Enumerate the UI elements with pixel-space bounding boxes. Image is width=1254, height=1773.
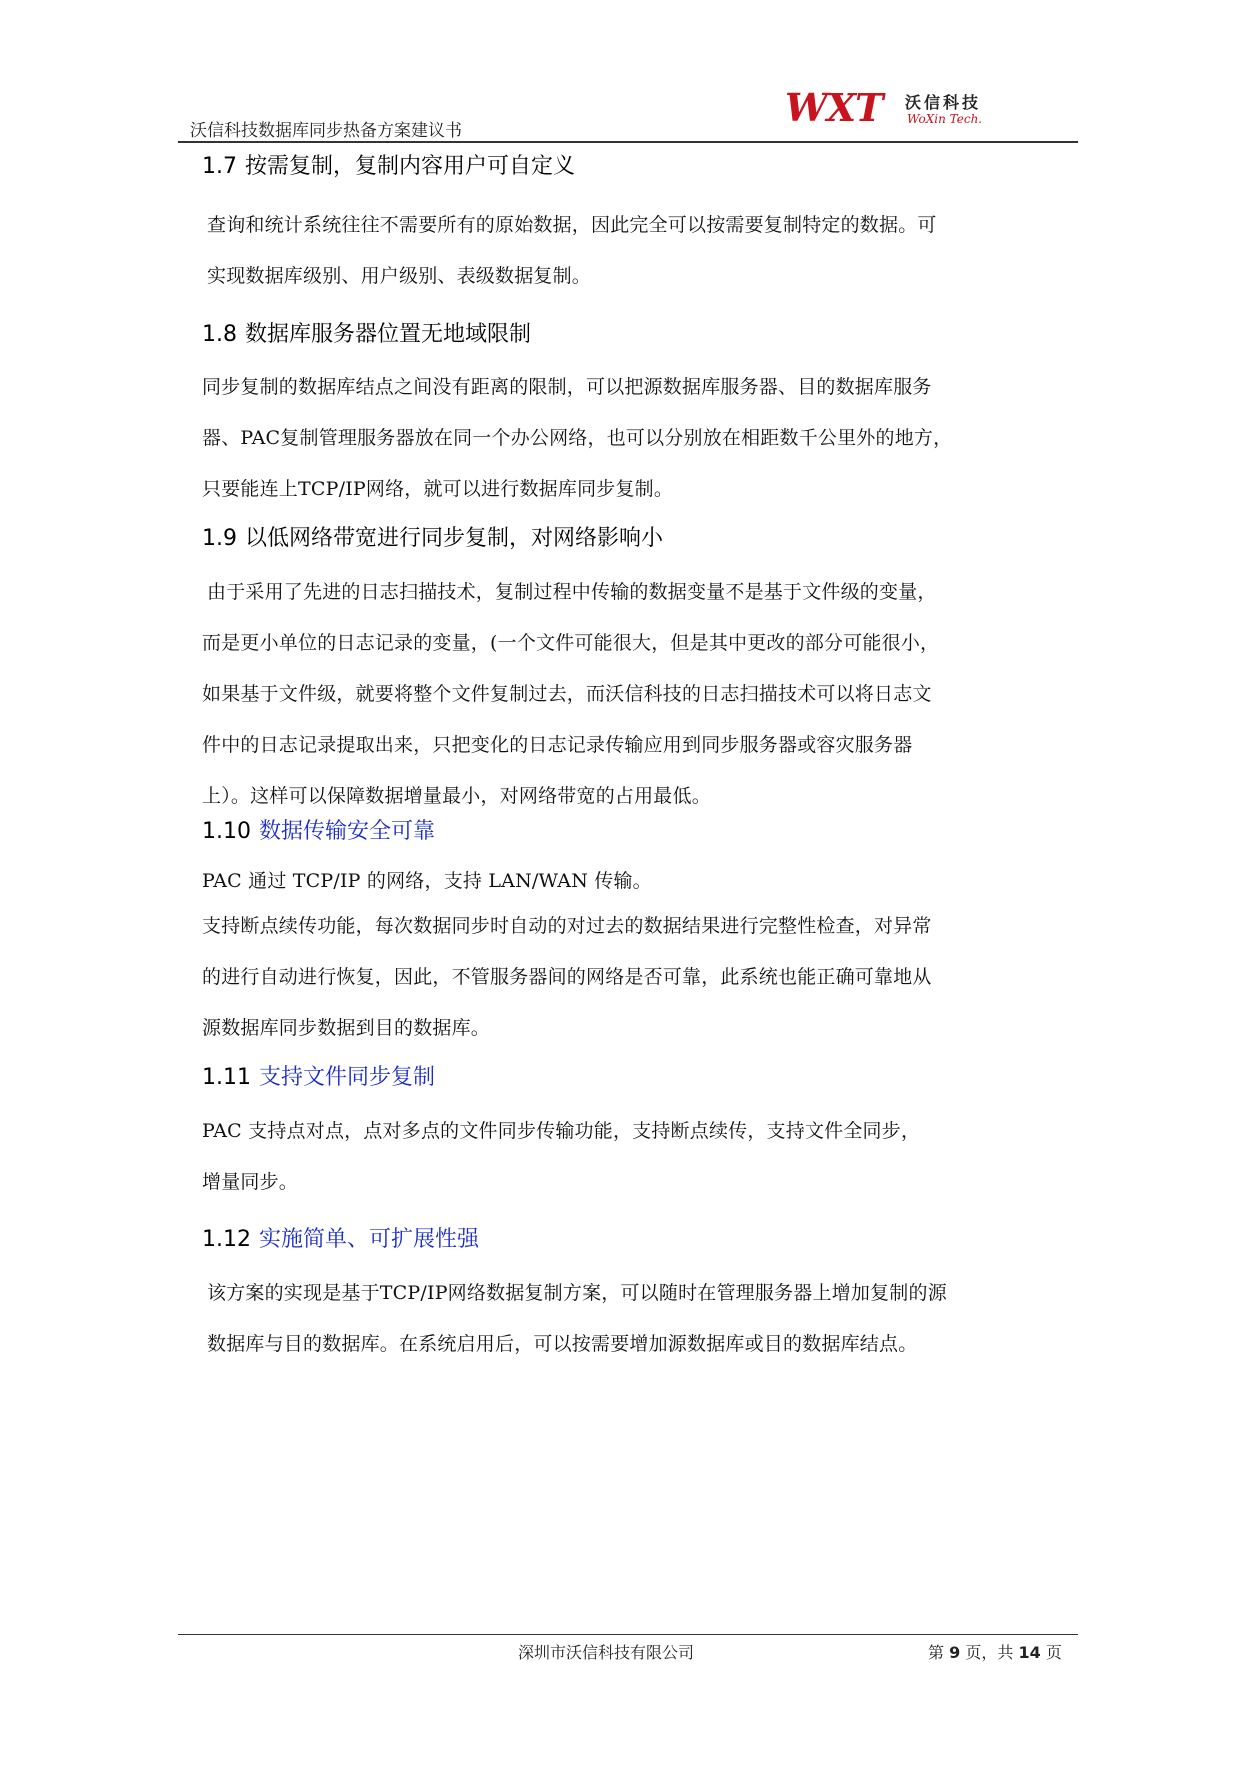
paragraph-line: 上）。这样可以保障数据增量最小，对网络带宽的占用最低。 (202, 785, 711, 807)
paragraph-line: 件中的日志记录提取出来，只把变化的日志记录传输应用到同步服务器或容灾服务器 (202, 734, 913, 756)
section-title: 实施简单、可扩展性强 (258, 1227, 479, 1252)
paragraph-line: 源数据库同步数据到目的数据库。 (202, 1017, 491, 1039)
paragraph-line: 支持断点续传功能，每次数据同步时自动的对过去的数据结果进行完整性检查，对异常 (202, 915, 932, 937)
paragraph-line: 该方案的实现是基于TCP/IP网络数据复制方案，可以随时在管理服务器上增加复制的源 (207, 1282, 947, 1304)
paragraph-1-9 (202, 567, 939, 822)
section-heading-1-12 (202, 1222, 479, 1253)
page-suffix: 页 (1045, 1643, 1062, 1662)
header-rule (178, 141, 1078, 143)
paragraph-line: 由于采用了先进的日志扫描技术，复制过程中传输的数据变量不是基于文件级的变量， (207, 581, 937, 603)
paragraph-line: 器、PAC复制管理服务器放在同一个办公网络，也可以分别放在相距数千公里外的地方， (202, 427, 953, 449)
paragraph-line: 的进行自动进行恢复，因此，不管服务器间的网络是否可靠，此系统也能正确可靠地从 (202, 966, 932, 988)
paragraph-line: 如果基于文件级，就要将整个文件复制过去，而沃信科技的日志扫描技术可以将日志文 (202, 683, 932, 705)
paragraph-1-7 (207, 200, 937, 302)
paragraph-line: PAC 通过 TCP/IP 的网络，支持 LAN/WAN 传输。 (202, 870, 652, 892)
section-number: 1.9 (202, 526, 237, 551)
section-number: 1.7 (202, 154, 237, 179)
section-number: 1.10 (202, 819, 251, 844)
paragraph-line: 同步复制的数据库结点之间没有距离的限制，可以把源数据库服务器、目的数据库服务 (202, 376, 932, 398)
footer-rule (178, 1634, 1078, 1635)
section-title: 数据库服务器位置无地域限制 (245, 322, 532, 347)
section-number: 1.8 (202, 322, 237, 347)
current-page: 9 (949, 1643, 961, 1662)
page-mid: 页，共 (965, 1643, 1014, 1662)
paragraph-line: 数据库与目的数据库。在系统启用后，可以按需要增加源数据库或目的数据库结点。 (207, 1333, 918, 1355)
paragraph-line: 实现数据库级别、用户级别、表级数据复制。 (207, 265, 592, 287)
footer-company-name: 深圳市沃信科技有限公司 (518, 1643, 695, 1662)
section-heading-1-11 (202, 1060, 435, 1091)
section-title: 支持文件同步复制 (258, 1065, 435, 1090)
paragraph-line: PAC 支持点对点，点对多点的文件同步传输功能，支持断点续传，支持文件全同步， (202, 1120, 921, 1142)
section-title: 数据传输安全可靠 (258, 819, 435, 844)
paragraph-line: 查询和统计系统往往不需要所有的原始数据，因此完全可以按需要复制特定的数据。可 (207, 214, 937, 236)
page-prefix: 第 (928, 1643, 945, 1662)
paragraph-1-11 (202, 1106, 920, 1208)
section-title: 以低网络带宽进行同步复制，对网络影响小 (245, 526, 664, 551)
document-title: 沃信科技数据库同步热备方案建议书 (190, 121, 462, 141)
paragraph-line: 而是更小单位的日志记录的变量，(一个文件可能很大，但是其中更改的部分可能很小， (202, 632, 940, 654)
paragraph-1-12 (207, 1268, 947, 1370)
section-number: 1.11 (202, 1065, 251, 1090)
logo-mark: WXT (785, 85, 883, 130)
logo-chinese-name: 沃信科技 (905, 93, 982, 112)
footer-page-number (928, 1640, 1062, 1663)
section-heading-1-7 (202, 149, 575, 180)
paragraph-1-8 (202, 362, 952, 515)
paragraph-line: 只要能连上TCP/IP网络，就可以进行数据库同步复制。 (202, 478, 674, 500)
paragraph-1-10 (202, 901, 932, 1054)
section-number: 1.12 (202, 1227, 251, 1252)
logo-english-name: WoXin Tech. (907, 112, 983, 126)
section-heading-1-8 (202, 317, 531, 348)
section-heading-1-9 (202, 521, 663, 552)
total-pages: 14 (1018, 1643, 1041, 1662)
section-heading-1-10 (202, 814, 435, 845)
paragraph-line: 增量同步。 (202, 1171, 299, 1193)
section-title: 按需复制，复制内容用户可自定义 (245, 154, 576, 179)
paragraph-1-10-intro (202, 859, 652, 903)
